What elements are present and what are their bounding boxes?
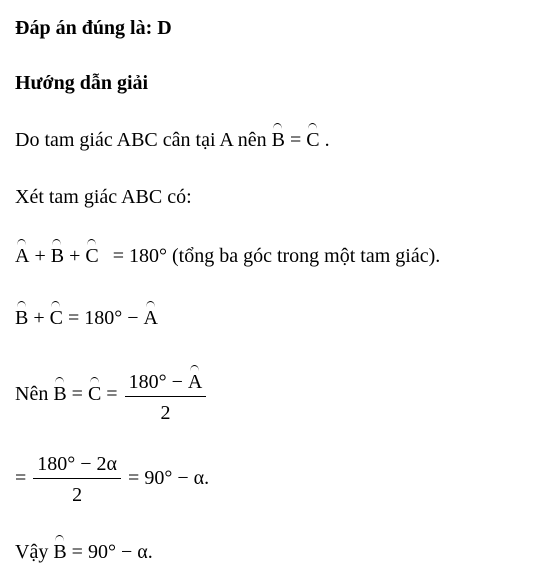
angle-a: A xyxy=(15,240,29,266)
conclusion-tail: = 90° − α. xyxy=(71,541,153,563)
so-equation xyxy=(15,366,208,425)
equals-sign: = xyxy=(71,383,83,406)
conclusion-equation xyxy=(15,536,153,564)
plus-sign: + xyxy=(69,245,81,267)
answer-line xyxy=(15,16,172,40)
period: . xyxy=(324,129,330,151)
angle-c: C xyxy=(306,124,319,150)
angle-a: A xyxy=(144,302,158,328)
angle-a: A xyxy=(188,366,202,392)
guide-heading xyxy=(15,71,148,95)
answer-text: Đáp án đúng là: D xyxy=(15,17,172,39)
fraction-denominator: 2 xyxy=(72,484,83,506)
consider-statement xyxy=(15,185,192,209)
angle-b: B xyxy=(53,378,66,404)
b-plus-c-equation xyxy=(15,302,158,330)
conclusion-lead: Vậy xyxy=(15,541,49,563)
plus-sign: + xyxy=(33,307,45,329)
angle-sum-rhs: = 180° (tổng ba góc trong một tam giác). xyxy=(112,245,441,267)
angle-b: B xyxy=(53,536,66,562)
angle-c: C xyxy=(50,302,63,328)
equation-middle: = 180° − xyxy=(67,307,139,329)
isosceles-statement xyxy=(15,124,330,152)
angle-c: C xyxy=(85,240,98,266)
fraction-numerator xyxy=(125,366,207,397)
equals-sign: = xyxy=(289,129,302,151)
equals-sign: = xyxy=(106,383,118,406)
angle-b: B xyxy=(15,302,28,328)
equals-tail: = 90° − α. xyxy=(128,467,210,490)
fraction xyxy=(33,452,121,507)
angle-c: C xyxy=(88,378,101,404)
angle-b: B xyxy=(51,240,64,266)
so-lead: Nên xyxy=(15,383,49,406)
equals-equation xyxy=(15,452,209,507)
numerator-text: 180° − xyxy=(128,371,183,393)
angle-b: B xyxy=(272,124,285,150)
fraction-numerator: 180° − 2α xyxy=(33,452,121,479)
guide-heading-text: Hướng dẫn giải xyxy=(15,72,149,94)
consider-text: Xét tam giác ABC có: xyxy=(15,186,192,208)
fraction-denominator: 2 xyxy=(160,402,171,424)
fraction xyxy=(125,366,207,425)
plus-sign: + xyxy=(34,245,46,267)
equals-lead: = xyxy=(15,467,27,490)
angle-sum-equation xyxy=(15,240,440,268)
isosceles-lead: Do tam giác ABC cân tại A nên xyxy=(15,129,267,151)
